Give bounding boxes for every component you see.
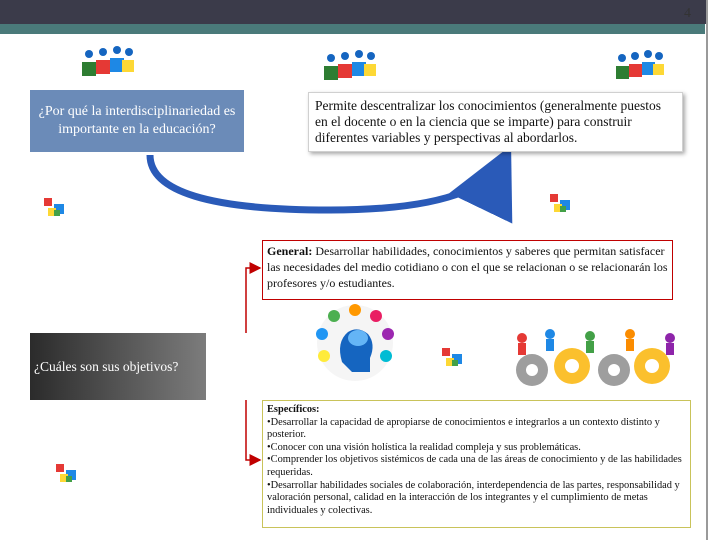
objectives-text: ¿Cuáles son sus objetivos? (34, 358, 179, 374)
question-text: ¿Por qué la interdisciplinariedad es importante en la educación? (38, 104, 236, 137)
people-puzzle-icon (612, 48, 667, 88)
specific-item: •Comprender los objetivos sistémicos de cada una de las áreas de conocimiento y de las habilidades requeridas. (267, 454, 682, 478)
blue-curved-arrow (150, 155, 505, 210)
specific-title: Específicos: (267, 404, 320, 415)
specific-item: •Conocer con una visión holística la realidad compleja y sus problemáticas. (267, 441, 581, 453)
page-number: 4 (684, 6, 691, 21)
puzzle-piece-icon (440, 346, 464, 370)
connector-specific (246, 400, 260, 460)
general-label: General: (267, 244, 313, 258)
brain-icons-image (314, 302, 396, 384)
specific-item: •Desarrollar habilidades sociales de colaboración, interdependencia de las partes, responsabilidad y valoración personal, calidad en la interacción de los integrantes y el cumplimiento de metas individuales y colectivas. (267, 479, 680, 516)
puzzle-piece-icon (548, 192, 572, 216)
general-objective-box (262, 240, 673, 300)
specific-objectives-box (262, 400, 691, 528)
people-puzzle-icon (78, 42, 138, 86)
people-puzzle-icon (320, 46, 380, 90)
puzzle-piece-icon (42, 196, 66, 220)
answer-box: Permite descentralizar los conocimientos (generalmente puestos en el docente o en la ciencia que se imparte) para construir diferentes variables y perspectivas al abordarlos. (308, 92, 683, 152)
people-gears-image (502, 324, 688, 388)
question-box (30, 90, 244, 152)
specific-item: •Desarrollar la capacidad de apropiarse de conocimientos e integrarlos a un contexto distinto y posterior. (267, 416, 660, 441)
puzzle-piece-icon (54, 462, 78, 486)
general-text: Desarrollar habilidades, conocimientos y saberes que permitan satisfacer las necesidades del medio cotidiano o con el que se relacionan o se relacionarán los profesores y/o estudiantes. (267, 244, 668, 290)
objectives-box (30, 333, 206, 400)
connector-general (246, 268, 260, 333)
